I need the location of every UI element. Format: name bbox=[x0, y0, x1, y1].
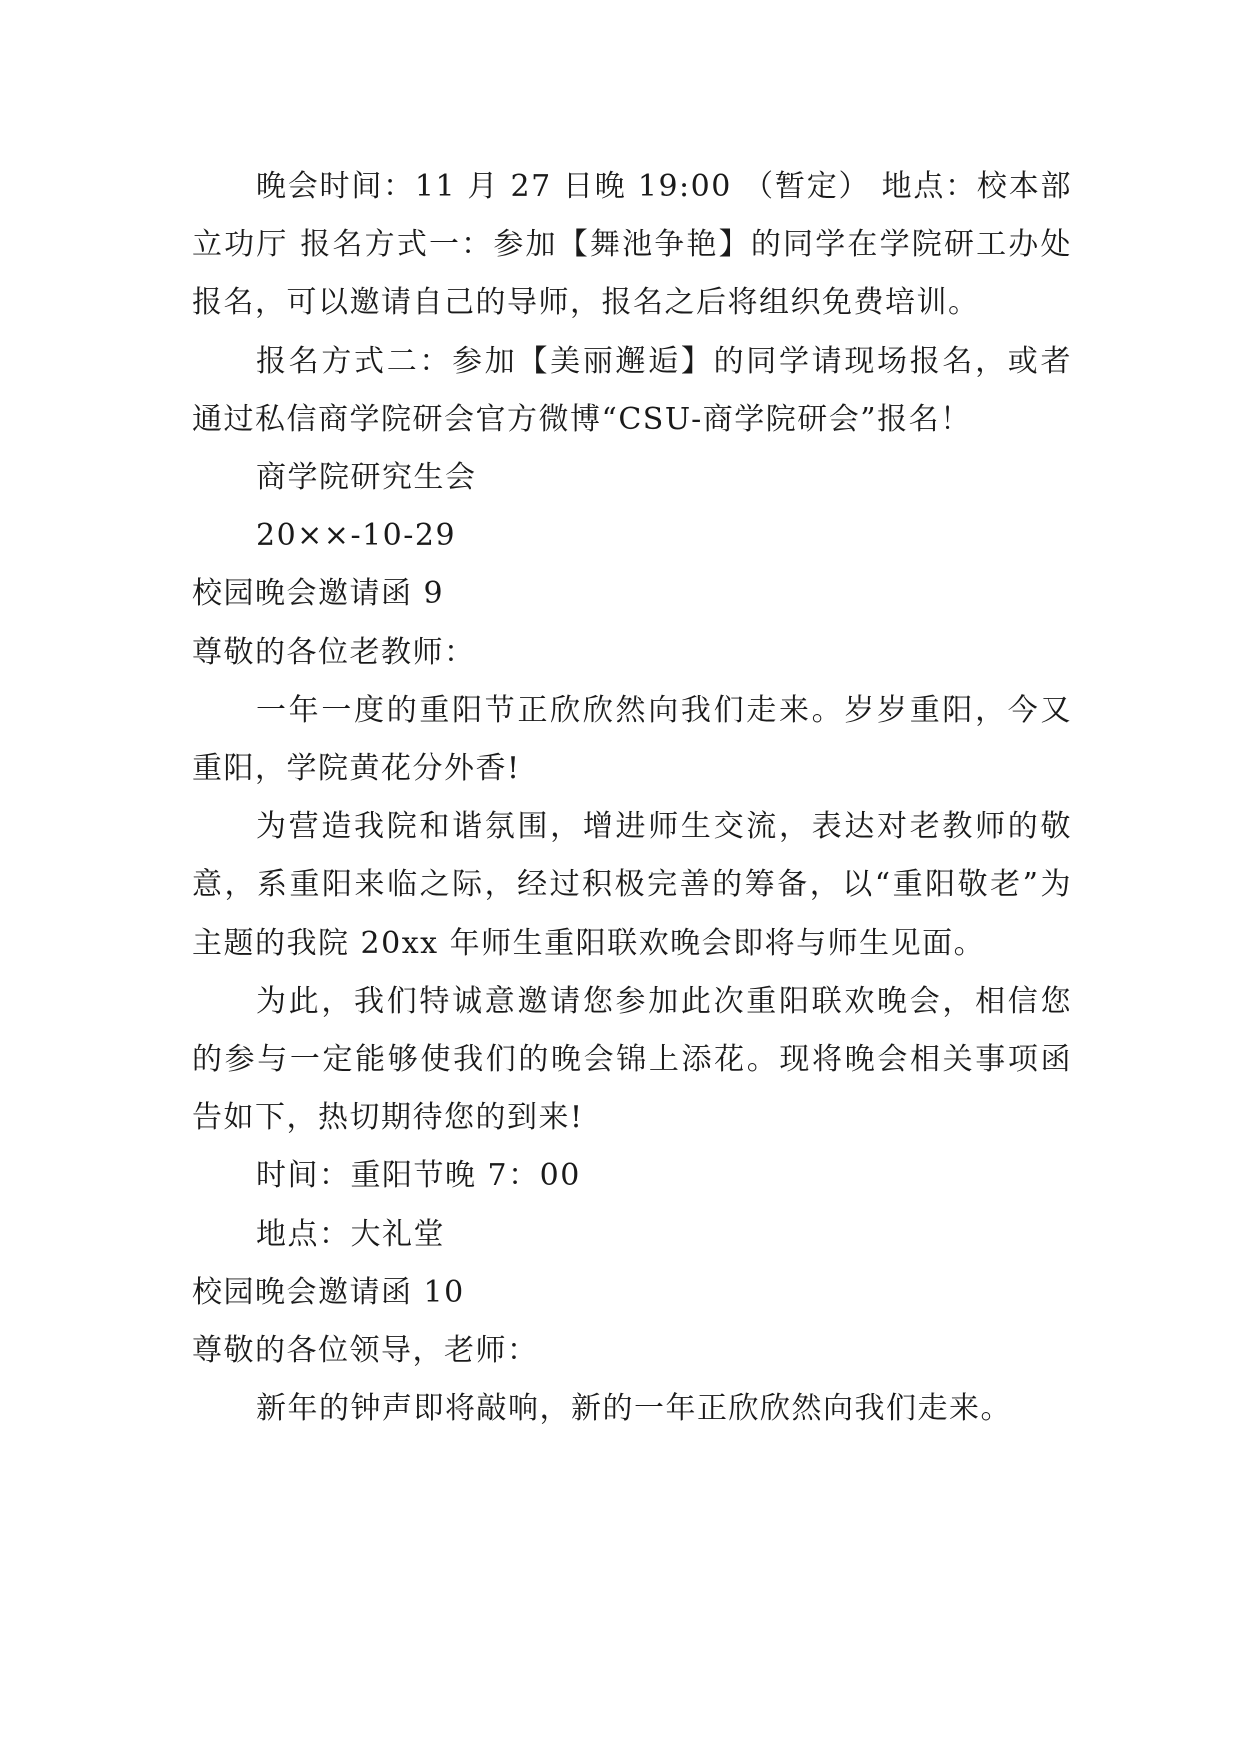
event-time: 时间：重阳节晚 7：00 bbox=[256, 1158, 581, 1194]
salutation-invitation-10: 尊敬的各位领导，老师： bbox=[192, 1333, 539, 1369]
paragraph-event-purpose: 为营造我院和谐氛围，增进师生交流，表达对老教师的敬意，系重阳来临之际，经过积极完善的筹备，以“重阳敬老”为主题的我院 20xx 年师生重阳联欢晚会即将与师生见面。 bbox=[192, 809, 1072, 961]
paragraph-event-details: 晚会时间：11 月 27 日晚 19:00 （暂定） 地点：校本部立功厅 报名方式一：参加【舞池争艳】的同学在学院研工办处报名，可以邀请自己的导师，报名之后将组织免费培训。 bbox=[192, 169, 1072, 321]
event-location: 地点：大礼堂 bbox=[256, 1216, 445, 1252]
signature-date: 20××-10-29 bbox=[256, 518, 457, 554]
salutation-invitation-9: 尊敬的各位老教师： bbox=[192, 634, 476, 670]
paragraph-new-year-intro: 新年的钟声即将敲响，新的一年正欣欣然向我们走来。 bbox=[256, 1391, 1012, 1427]
paragraph-registration-method-two: 报名方式二：参加【美丽邂逅】的同学请现场报名，或者通过私信商学院研会官方微博“CSU-商学院研会”报名！ bbox=[192, 343, 1072, 437]
signature-organization: 商学院研究生会 bbox=[256, 460, 477, 496]
document-page bbox=[192, 158, 1072, 1438]
paragraph-invitation-request: 为此，我们特诚意邀请您参加此次重阳联欢晚会，相信您的参与一定能够使我们的晚会锦上添花。现将晚会相关事项函告如下，热切期待您的到来! bbox=[192, 983, 1072, 1136]
paragraph-festival-intro: 一年一度的重阳节正欣欣然向我们走来。岁岁重阳，今又重阳，学院黄花分外香! bbox=[192, 692, 1072, 787]
heading-invitation-10: 校园晚会邀请函 10 bbox=[192, 1274, 465, 1310]
heading-invitation-9: 校园晚会邀请函 9 bbox=[192, 576, 445, 612]
